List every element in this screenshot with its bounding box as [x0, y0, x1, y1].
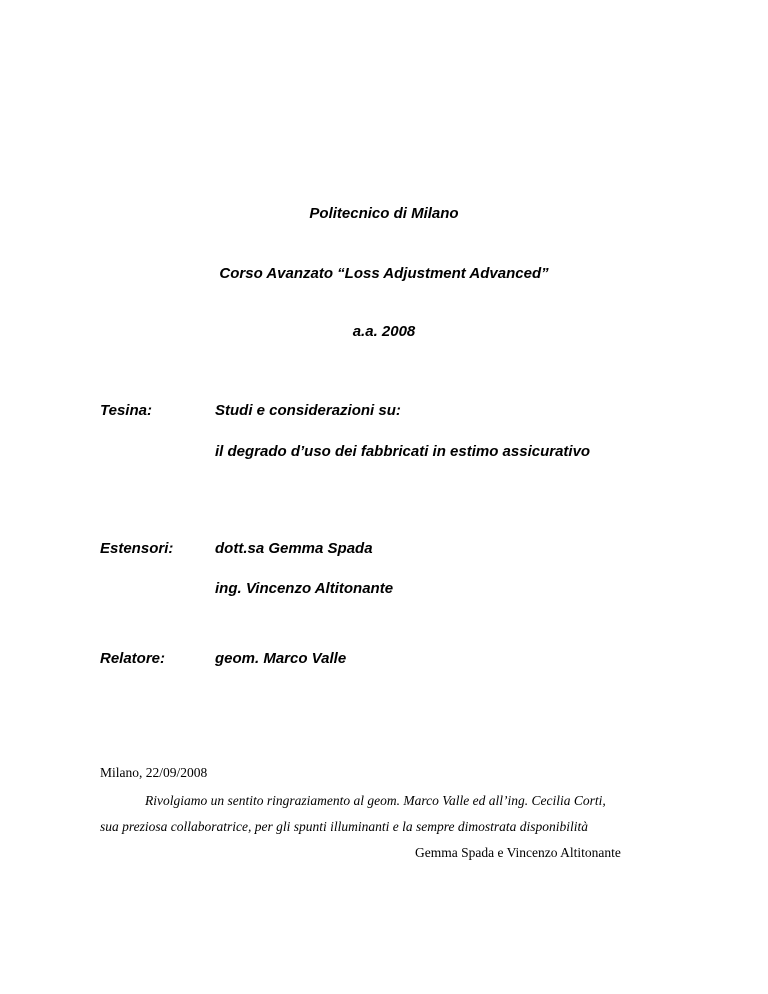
relatore-label: Relatore: — [100, 650, 166, 667]
acknowledgement-line-2: sua preziosa collaboratrice, per gli spunti illuminanti e la sempre dimostrata disponibilità — [100, 819, 588, 834]
acknowledgement-line-1: Rivolgiamo un sentito ringraziamento al geom. Marco Valle ed all’ing. Cecilia Corti, — [145, 793, 606, 808]
estensori-label: Estensori: — [100, 540, 174, 557]
place-and-date: Milano, 22/09/2008 — [100, 765, 208, 780]
tesina-label: Tesina: — [100, 402, 152, 419]
estensore-1: dott.sa Gemma Spada — [215, 540, 373, 557]
course-title: Corso Avanzato “Loss Adjustment Advanced” — [219, 265, 549, 282]
academic-year: a.a. 2008 — [352, 323, 416, 340]
relatore-name: geom. Marco Valle — [215, 650, 347, 667]
signature: Gemma Spada e Vincenzo Altitonante — [415, 845, 621, 860]
tesina-title-line-1: Studi e considerazioni su: — [215, 402, 401, 419]
tesina-title-line-2: il degrado d’uso dei fabbricati in estimo assicurativo — [215, 443, 591, 460]
estensore-2: ing. Vincenzo Altitonante — [215, 580, 394, 597]
institution-title: Politecnico di Milano — [309, 205, 459, 222]
